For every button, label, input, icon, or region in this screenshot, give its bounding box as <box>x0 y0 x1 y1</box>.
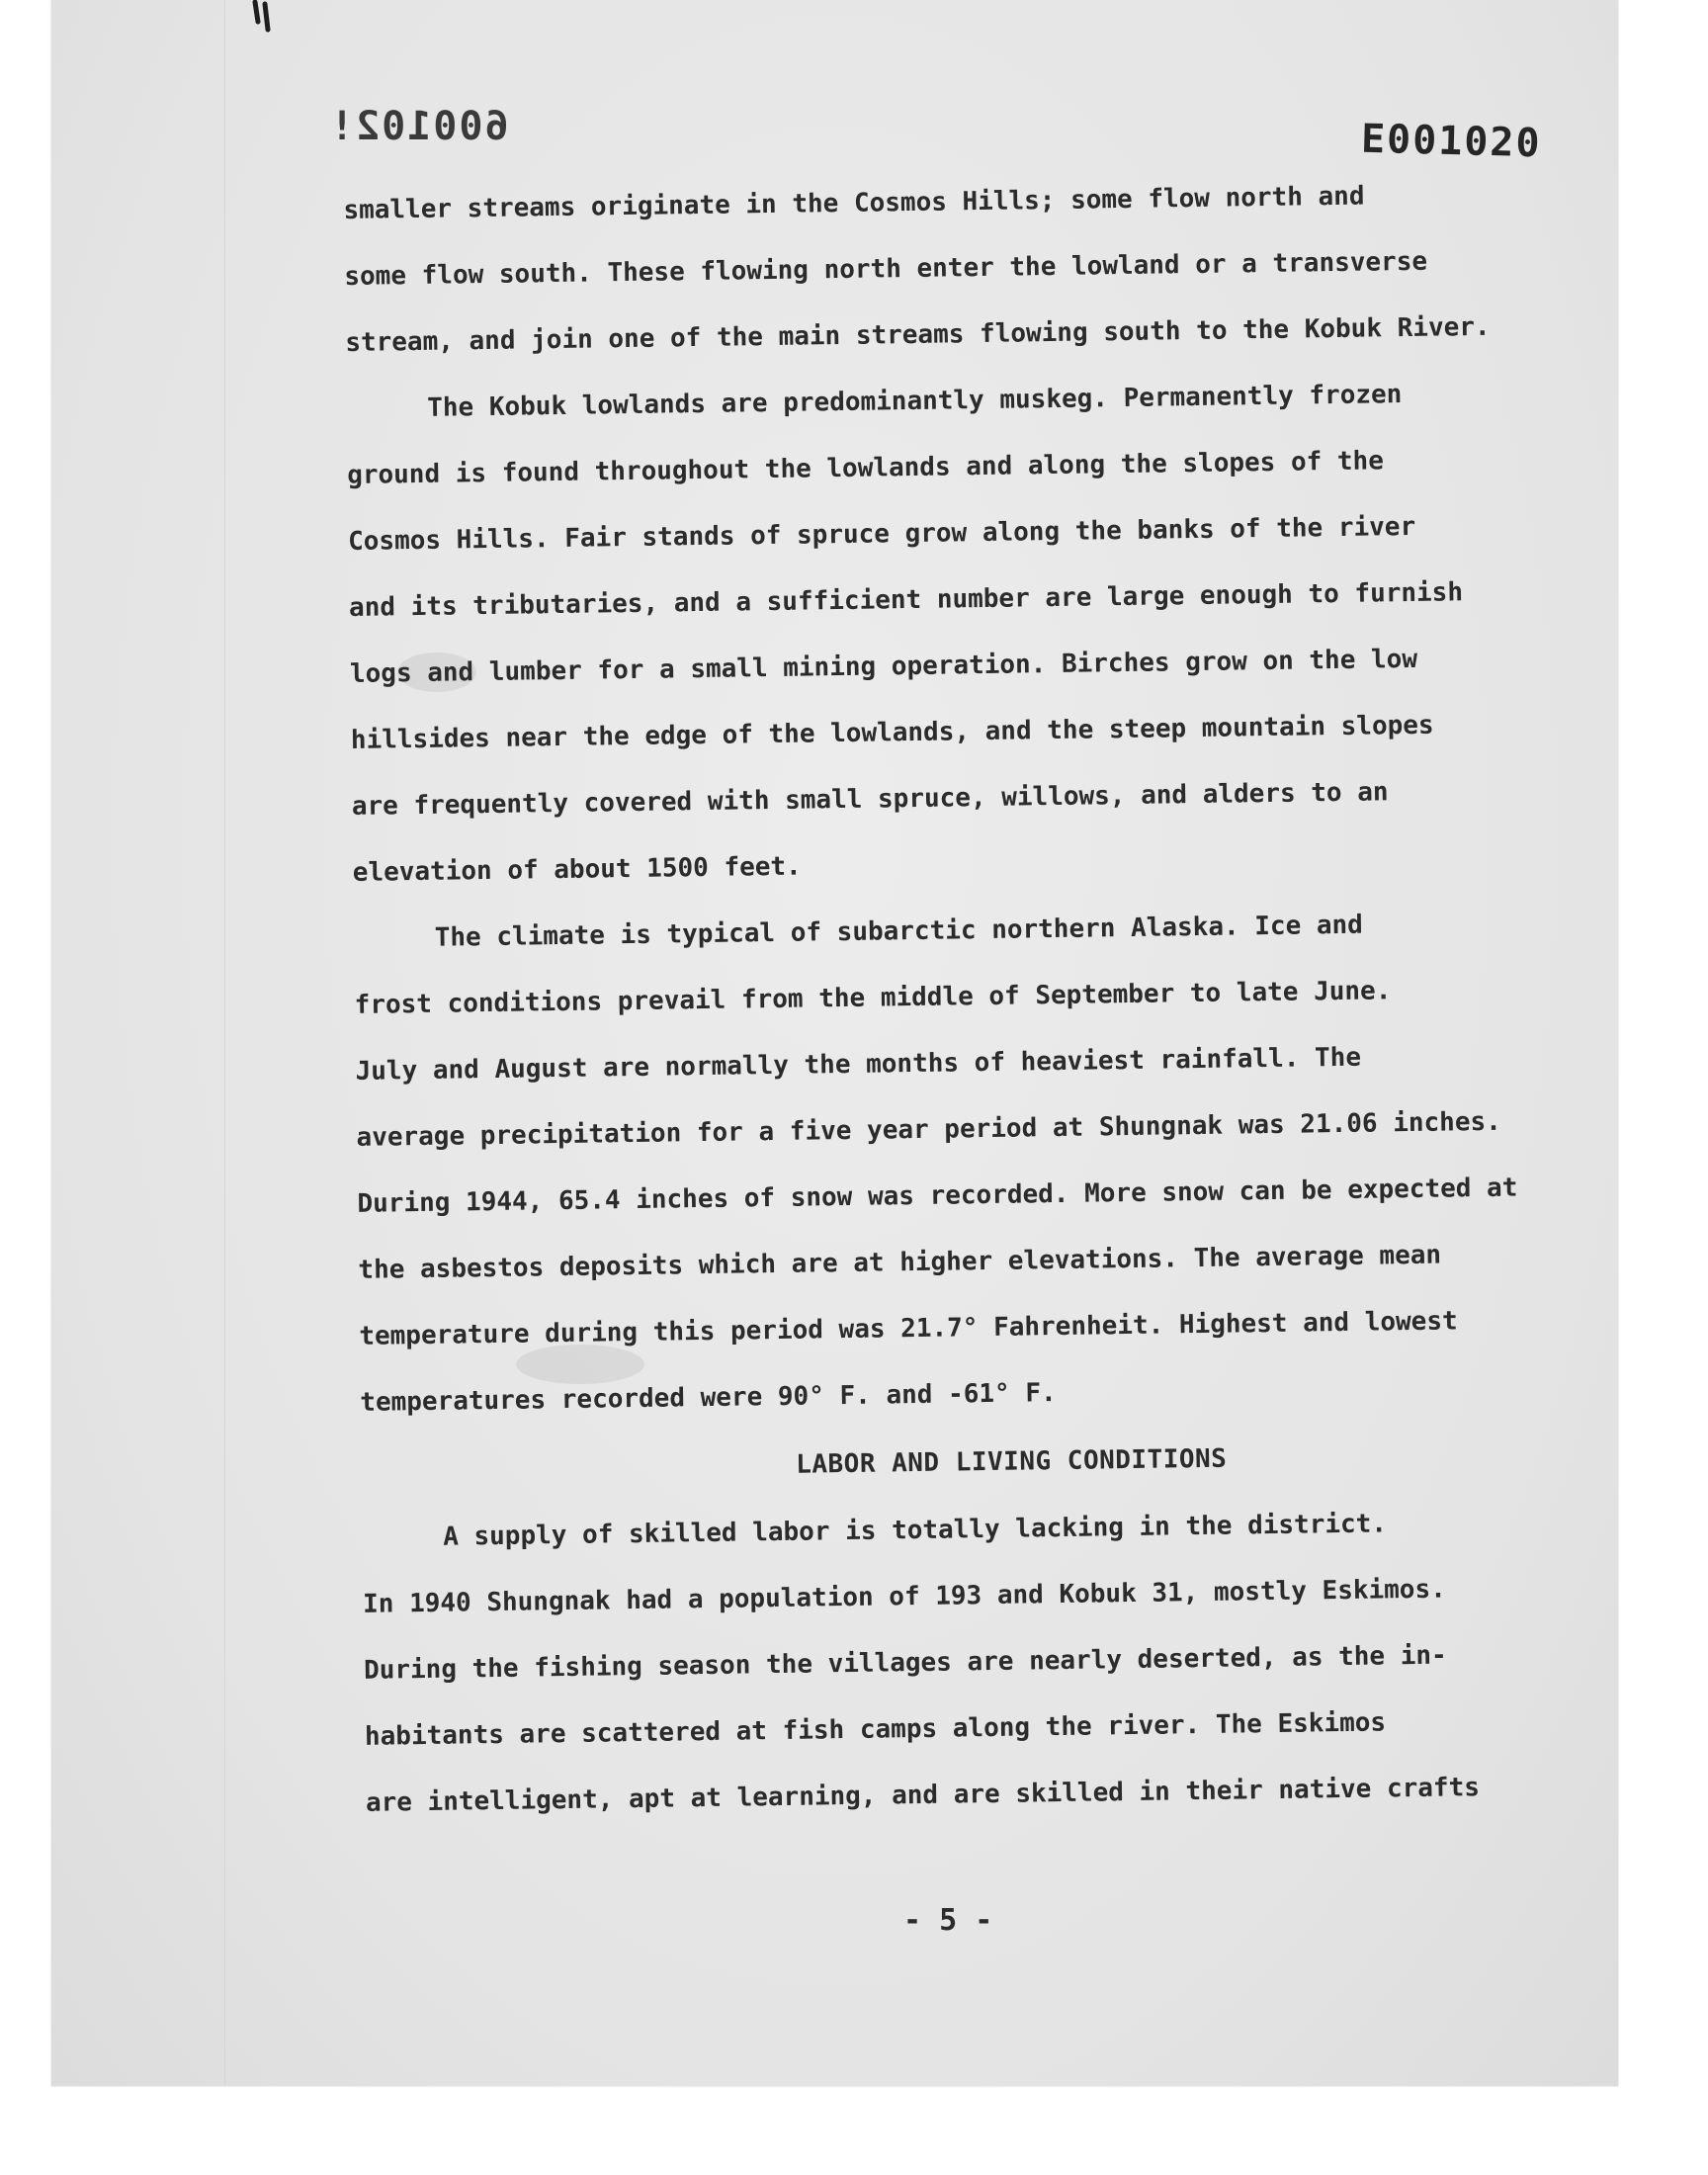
text-line: average precipitation for a five year period at Shungnak was 21.06 inches. <box>356 1106 1502 1153</box>
text-line: are frequently covered with small spruce, willows, and alders to an <box>351 777 1389 822</box>
text-line: are intelligent, apt at learning, and are skilled in their native crafts <box>365 1773 1481 1818</box>
body-text <box>343 160 1618 1837</box>
text-line: hillsides near the edge of the lowlands, and the steep mountain slopes <box>350 710 1434 755</box>
text-line: The Kobuk lowlands are predominantly muskeg. Permanently frozen <box>427 380 1403 423</box>
reference-number-right: E001020 <box>1360 116 1543 167</box>
text-line: elevation of about 1500 feet. <box>352 851 802 888</box>
text-line: In 1940 Shungnak had a population of 193 and Kobuk 31, mostly Eskimos. <box>362 1574 1446 1619</box>
text-line: Cosmos Hills. Fair stands of spruce grow along the banks of the river <box>347 511 1416 557</box>
text-line: habitants are scattered at fish camps along the river. The Eskimos <box>364 1707 1387 1752</box>
text-line: frost conditions prevail from the middle of September to late June. <box>354 976 1392 1020</box>
text-line: During the fishing season the villages are nearly deserted, as the in- <box>363 1640 1447 1686</box>
text-line: logs and lumber for a small mining operation. Birches grow on the low <box>349 644 1418 689</box>
text-line: The climate is typical of subarctic northern Alaska. Ice and <box>434 910 1364 953</box>
scanned-page <box>51 0 1618 2086</box>
text-line: temperature during this period was 21.7° Fahrenheit. Highest and lowest <box>359 1306 1458 1351</box>
page-edge-shadow <box>224 0 225 2086</box>
text-line: A supply of skilled labor is totally lacking in the district. <box>442 1509 1388 1552</box>
page-number: - 5 - <box>903 1903 993 1938</box>
section-heading: LABOR AND LIVING CONDITIONS <box>796 1443 1228 1480</box>
pen-mark-icon <box>249 0 279 44</box>
text-line: some flow south. These flowing north enter the lowland or a transverse <box>344 246 1428 292</box>
text-line: July and August are normally the months of heaviest rainfall. The <box>355 1042 1362 1087</box>
text-line: stream, and join one of the main streams flowing south to the Kobuk River. <box>345 311 1491 358</box>
text-line: ground is found throughout the lowlands and along the slopes of the <box>346 446 1385 490</box>
text-line: During 1944, 65.4 inches of snow was recorded. More snow can be expected at <box>357 1173 1518 1219</box>
paragraph-block-1 <box>343 160 1618 1436</box>
text-line: and its tributaries, and a sufficient number are large enough to furnish <box>348 577 1464 623</box>
reference-number-left: 600102! <box>328 104 509 149</box>
text-line: smaller streams originate in the Cosmos Hills; some flow north and <box>343 181 1365 225</box>
paragraph-block-2 <box>362 1488 1618 1837</box>
text-line: the asbestos deposits which are at higher elevations. The average mean <box>358 1240 1442 1285</box>
text-line: temperatures recorded were 90° F. and -61° F. <box>360 1378 1057 1418</box>
